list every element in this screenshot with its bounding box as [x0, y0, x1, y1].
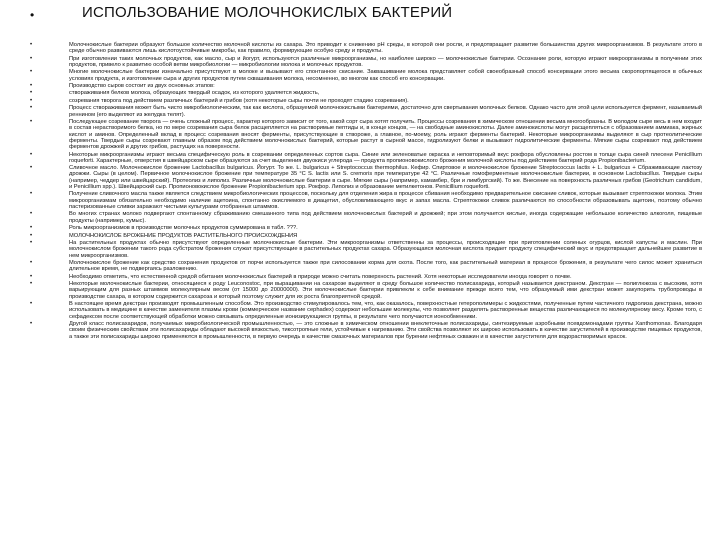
bullet: •: [30, 211, 33, 218]
paragraph-text: При изготовлении таких молочных продуктов, как масло, сыр и йогурт, используются различные микроорганизмы, но наиболее широко — молочнокислые бактерии. Осознание роли, которую играют микроорганизмы в получении этих продуктов, привело к развитию особой ветви микробиологии — микробиологии молока и молочных продуктов.: [69, 55, 702, 68]
paragraph-text: створаживания белков молока, образующих твердый осадок, из которого удаляется жидкость,: [69, 90, 320, 97]
document-body: [30, 42, 702, 341]
paragraph: [30, 42, 702, 55]
title-bullet: •: [30, 8, 35, 22]
paragraph-text: Сливочное масло. Молочнокислое брожение Lactobacillus bulgaricus. Йогурт. То же. L. bulgaricus + Streptococcus thermophilus. Кефир. Спиртовое и молочнокислое брожение Streptococcus lactis + L. bulgaricus + Сбраживающие лактозу дрожжи. Сыры (в целом). Первичное молочнокислое брожение при температуре 35 °С S. lactis или S. cremoris при температуре 42 °С. Различные гомоферментные молочнокислые бактерии, в основном Lactobacillus. Твердые сыры (например, чеддер или швейцарский). Протеолиз и липолиз. Различные молочнокислые бактерии в сыре. Мягкие сыры (например, камамбер, бри и лимбургский). То же. Внесение на поверхность различных грибов (Geotrichum candidum, и Penicillium spp.). Швейцарский сыр. Пропионовокислое брожение Propionibacterium spp. Рокфор. Липолиз и образование метилкетонов. Penicillium roqueforti.: [69, 165, 702, 191]
paragraph-text: Другой класс полисахаридов, получаемых микробиологической промышленностью, — это сложные в химическом отношении внеклеточные полисахариды, синтезируемые аэробными псевдомонадами группы Xanthomonas. Благодаря своим физическим свойствам эти полисахариды обладают высокой вязкостью, тиксотропные гели, устойчивые к нагреванию. Эти свойства позволяют их широко использовать в качестве загустителей в производстве пищевых продуктов, а также эти полисахариды широко применяются в промышленности, в первую очередь в качестве смазочных материалов при бурении нефтяных скважин и в качестве загустителя для водорастворимых красок.: [69, 320, 702, 340]
paragraph-text: Роль микроорганизмов в производстве молочных продуктов суммирована в табл. ???.: [69, 225, 298, 232]
paragraph: [30, 165, 702, 190]
paragraph: [30, 274, 702, 280]
paragraph: [30, 233, 702, 239]
paragraph: [30, 260, 702, 273]
bullet: •: [30, 55, 33, 62]
paragraph: [30, 321, 702, 340]
bullet: •: [30, 90, 33, 97]
paragraph: [30, 98, 702, 104]
paragraph-text: На растительных продуктах обычно присутствуют определенные молочнокислые бактерии. Эти микроорганизмы ответственны за процессы, происходящие при приготовлении соленых огурцов, кислой капусты и маслин. При молочнокислом брожении такого рода субстратом брожения служат присутствующие в растительных продуктах сахара. Образующаяся молочная кислота придает продукту специфический вкус и предотвращает дальнейшее развитие в нем микроорганизмов.: [69, 239, 702, 259]
paragraph: [30, 56, 702, 69]
paragraph: [30, 301, 702, 320]
bullet: •: [30, 83, 33, 90]
paragraph-text: Молочнокислое брожение как средство сохранения продуктов от порчи используется также при силосовании корма для скота. После того, как растительный материал в процессе брожения, в результате чего силос может храниться длительное время, не подвергаясь разложению.: [69, 259, 702, 273]
paragraph: [30, 69, 702, 82]
paragraph-text: Молочнокислые бактерии образуют большое количество молочной кислоты из сахара. Это приводит к снижению pH среды, в которой они росли, и предотвращает развитие большинства других микроорганизмов. В результате этого в среде обычно развиваются лишь кислотоустойчивые микробы, как правило, формирующие особую среду и продукты.: [69, 42, 702, 55]
bullet: •: [30, 165, 33, 172]
paragraph: [30, 281, 702, 300]
paragraph-text: Многие молочнокислые бактерии изначально присутствуют в молоке и вызывают его спонтанное скисание. Заквашивание молока представляет собой своеобразный способ консервации этого весьма скоропортящегося в обычных условиях продукта, и изготовление сыра и других продуктов путем сквашивания молока, несомненно, во многом как способ его консервации.: [69, 69, 702, 82]
paragraph: [30, 152, 702, 165]
paragraph-text: Получение сливочного масла также является следствием микробиологических процессов, поскольку для отделения жира в процессе сбивания необходимо предварительное скисание сливок, которые вызывает стрептококки молока. Этим микроорганизмам обязательно необходимо наличие ацетоина, спонтанно окисляемого в диацетил, обусловливающего вкус и запах масла. Стрептококки сливок различаются по способности образовывать ацетоин, поэтому обычно пастеризованные сливки заражают чистыми культурами отобранных штаммов.: [69, 191, 702, 211]
bullet: •: [30, 232, 33, 239]
paragraph-text: Некоторые молочнокислые бактерии, относящиеся к роду Leuconostoc, при выращивании на сахарозе выделяют в среду большое количество полисахарида, который называется декстраном. Декстран — полиглюкоза с высоким, хотя варьирующим для разных штаммов молекулярным весом (от 15000 до 20000000). Эти молочнокислые бактерии привлекли к себе внимание прежде всего тем, что образуемый ими декстран может закупорить трубопроводы в производстве сахара, в котором содержится сахароза и который поэтому служит для их роста благоприятной средой.: [69, 280, 702, 300]
bullet: •: [30, 259, 33, 266]
paragraph-text: В настоящее время декстран производят промышленным способом. Это производство стимулировалось тем, что, как оказалось, поверхностные гетерополимеры с жидкостями, полученные путем частичного гидролиза декстрана, можно использовать в медицине в качестве заменителя плазмы крови (коммерческое название cephadex) содержат небольшие молекулы, что позволяет разделять растворенные вещества различающиеся по молекулярному весу. Кроме того, с сефадексом после соответствующей обработки можно связывать определенные ионизирующиеся группы, в результате чего получаются ионообменники.: [69, 300, 702, 320]
bullet: •: [30, 320, 33, 327]
paragraph-text: созревания творога под действием различных бактерий и грибов (хотя некоторые сыры почти не проходят стадию созревания).: [69, 97, 409, 104]
bullet: •: [30, 69, 33, 76]
paragraph-text: Во многих странах молоко подвергают спонтанному сбраживанию смешанного типа под действием молочнокислых бактерий и дрожжей; при этом получается кислые, иногда содержащие небольшое количество алкоголя, пищевые продукты (например, кумыс).: [69, 211, 702, 224]
paragraph-text: Необходимо отметить, что естественной средой обитания молочнокислых бактерий в природе можно считать поверхность растений. Хотя некоторые исследователи иногда говорят о почве.: [69, 273, 572, 280]
bullet: •: [30, 105, 33, 112]
paragraph-text: Некоторые микроорганизмы играют весьма специфическую роль в созревании определенных сортов сыра. Синие или зеленоватые окраска и неповторимый вкус рокфора обусловлены ростом в толще сыра синей плесени Penicillium roqueforti. Характерные, отверстия в швейцарском сыре образуются за счет выделения двуокиси углерода — продукта пропионовокислого брожения молочной кислоты под действием бактерий рода Propionibacterium.: [69, 151, 702, 164]
bullet: •: [30, 225, 33, 232]
page-title: ИСПОЛЬЗОВАНИЕ МОЛОЧНОКИСЛЫХ БАКТЕРИЙ: [82, 4, 453, 21]
bullet: •: [30, 97, 33, 104]
paragraph-text: Последующее созревание творога — очень сложный процесс, характер которого зависит от того, какой сорт сыра хотят получить. Процессы созревания в химическом отношении весьма многообразны. В молодом сыре весь в нем входит в состав нерастворимого белка, но по мере созревания сыра белок расщепляется на растворимые пептиды и, в конце концов, — на свободные аминокислоты. Далее аминокислоты могут расщепляться с образованием аммиака, жирных кислот и аминов. Определенный вклад в процесс созревания вносят ферменты, присутствующие в створоже, а главное, по-моему, роль играют ферменты бактерий. Некоторые микроорганизмы выделяют в сыр протеолитические ферменты. Твердые сыры созревают главным образом под действием молочнокислых бактерий, которые растут в сырной массе, гидролизуют белки и вызывают гидролитические ферменты. Мягкие сыры созревают под действием ферментов дрожжей и других грибов, растущих на поверхности.: [69, 118, 702, 151]
bullet: •: [30, 118, 33, 125]
paragraph-text: Процесс створаживания может быть чисто микробиологическим, так как кислота, образуемой молочнокислыми бактериями, достаточно для свертывания молочных белков. Однако часто для этой цели используется фермент, называемый реннином (его выделяют из желудка телят).: [69, 105, 702, 118]
paragraph: [30, 211, 702, 224]
paragraph: [30, 225, 702, 231]
paragraph: [30, 90, 702, 96]
bullet: •: [30, 273, 33, 280]
paragraph: [30, 240, 702, 259]
paragraph: [30, 105, 702, 118]
paragraph: [30, 83, 702, 89]
bullet: •: [30, 300, 33, 307]
bullet: •: [30, 191, 33, 198]
section-heading: МОЛОЧНОКИСЛОЕ БРОЖЕНИЕ ПРОДУКТОВ РАСТИТЕЛЬНОГО ПРОИСХОЖДЕНИЯ: [69, 232, 298, 239]
paragraph: [30, 191, 702, 210]
paragraph: [30, 119, 702, 150]
bullet: •: [30, 239, 33, 246]
paragraph-text: Производство сыров состоит из двух основных этапов:: [69, 83, 215, 90]
bullet: •: [30, 280, 33, 287]
bullet: •: [30, 151, 33, 158]
bullet: •: [30, 42, 33, 48]
